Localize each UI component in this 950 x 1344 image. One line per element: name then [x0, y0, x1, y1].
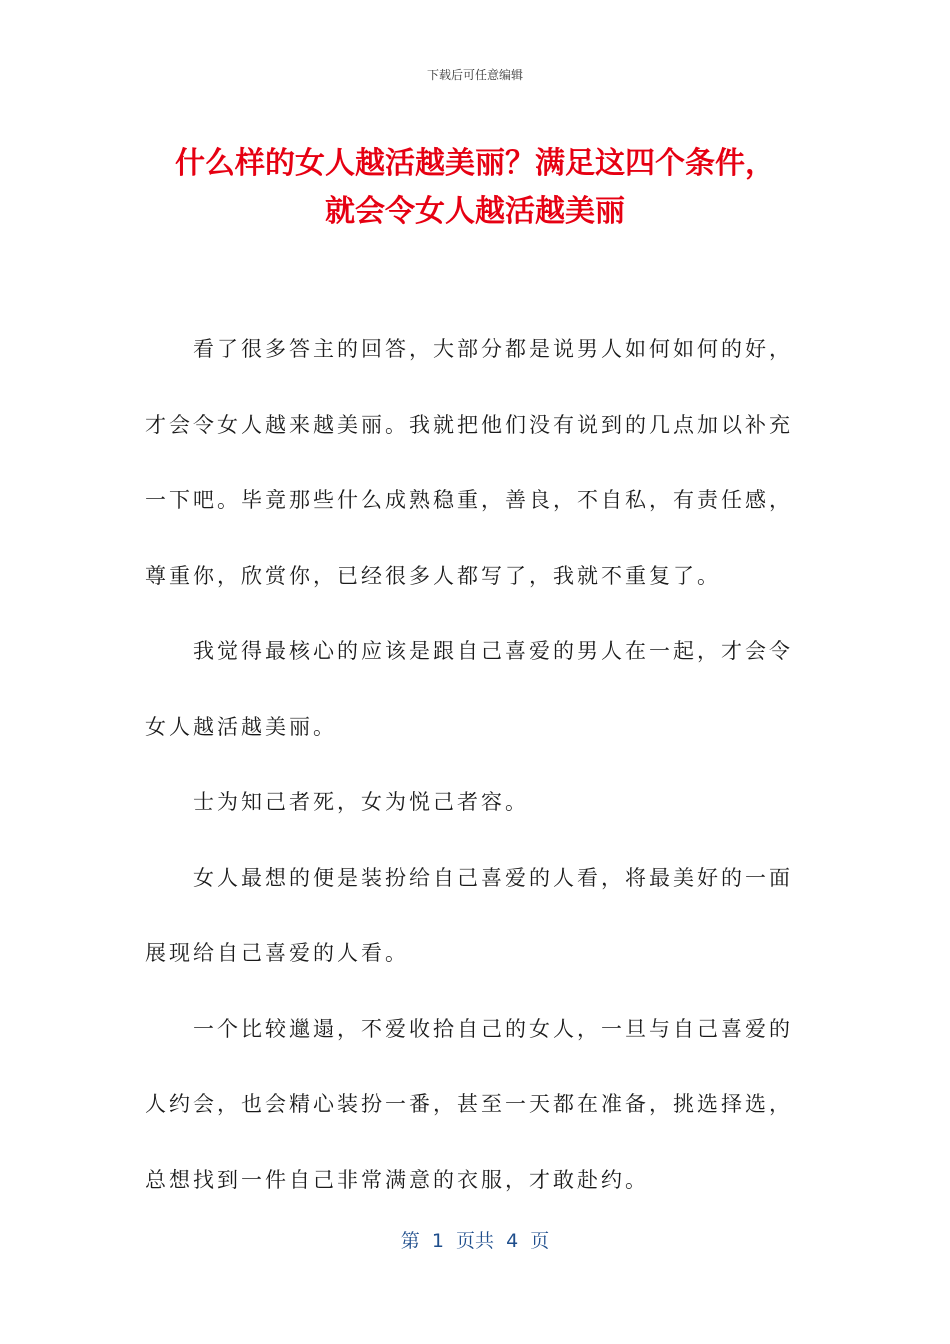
page-footer: 第 1 页共 4 页	[400, 1230, 550, 1252]
paragraph-2: 我觉得最核心的应该是跟自己喜爱的男人在一起，才会令女人越活越美丽。	[145, 639, 793, 739]
paragraph-5: 一个比较邋遢，不爱收拾自己的女人，一旦与自己喜爱的人约会，也会精心装扮一番，甚至一天都在准备，挑选择选，总想找到一件自己非常满意的衣服，才敢赴约。	[145, 1016, 793, 1192]
document-body	[145, 312, 805, 1218]
paragraph-1: 看了很多答主的回答，大部分都是说男人如何如何的好，才会令女人越来越美丽。我就把他们没有说到的几点加以补充一下吧。毕竟那些什么成熟稳重，善良，不自私，有责任感，尊重你，欣赏你，已经很多人都写了，我就不重复了。	[145, 337, 793, 588]
title-line-1: 什么样的女人越活越美丽？满足这四个条件，	[175, 146, 775, 181]
title-line-2: 就会令女人越活越美丽	[325, 194, 625, 229]
header-note: 下载后可任意编辑	[426, 68, 523, 82]
document-title	[140, 140, 810, 236]
paragraph-4: 女人最想的便是装扮给自己喜爱的人看，将最美好的一面展现给自己喜爱的人看。	[145, 865, 793, 965]
paragraph-3: 士为知己者死，女为悦己者容。	[193, 790, 529, 814]
